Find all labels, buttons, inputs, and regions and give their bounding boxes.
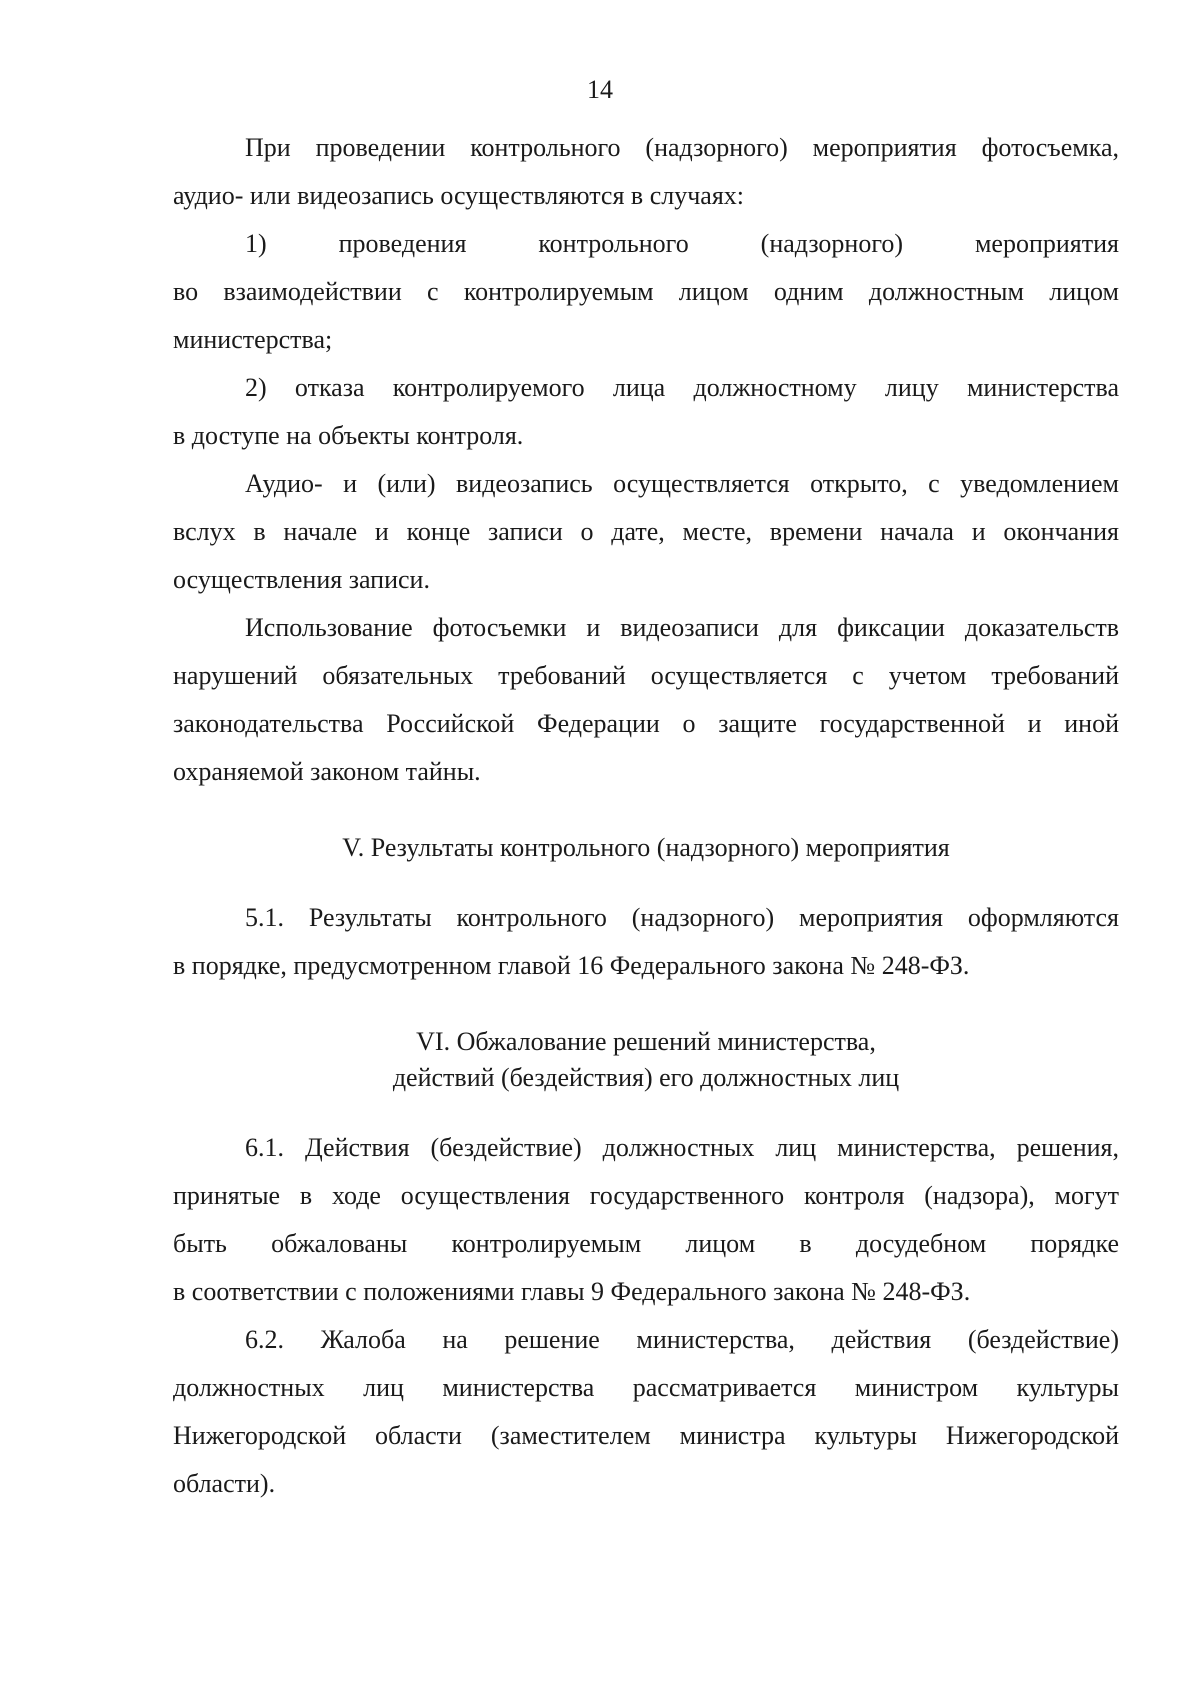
text-line: нарушений обязательных требований осуществляется с учетом требований xyxy=(173,661,1119,690)
text-line: 1) проведения контрольного (надзорного) мероприятия xyxy=(245,229,1119,258)
text-line: Нижегородской области (заместителем министра культуры Нижегородской xyxy=(173,1421,1119,1450)
text-line: При проведении контрольного (надзорного) мероприятия фотосъемка, xyxy=(245,133,1119,162)
section-5-heading: V. Результаты контрольного (надзорного) мероприятия xyxy=(342,833,950,862)
text-line: в порядке, предусмотренном главой 16 Федерального закона № 248-ФЗ. xyxy=(173,951,970,980)
text-line: должностных лиц министерства рассматривается министром культуры xyxy=(173,1373,1119,1402)
text-line: в доступе на объекты контроля. xyxy=(173,421,524,450)
text-line: охраняемой законом тайны. xyxy=(173,757,481,786)
text-line: быть обжалованы контролируемым лицом в досудебном порядке xyxy=(173,1229,1119,1258)
section-6-heading-line-2: действий (бездействия) его должностных лиц xyxy=(392,1063,900,1092)
text-line: министерства; xyxy=(173,325,333,354)
text-line: вслух в начале и конце записи о дате, месте, времени начала и окончания xyxy=(173,517,1119,546)
paragraph-evidence-use xyxy=(173,604,1119,796)
paragraph-6-2 xyxy=(173,1316,1119,1508)
text-line: Аудио- и (или) видеозапись осуществляется открыто, с уведомлением xyxy=(245,469,1119,498)
text-line: Использование фотосъемки и видеозаписи для фиксации доказательств xyxy=(245,613,1119,642)
text-line: 6.1. Действия (бездействие) должностных лиц министерства, решения, xyxy=(245,1133,1119,1162)
text-line: принятые в ходе осуществления государственного контроля (надзора), могут xyxy=(173,1181,1119,1210)
text-line: законодательства Российской Федерации о защите государственной и иной xyxy=(173,709,1119,738)
text-line: 6.2. Жалоба на решение министерства, действия (бездействие) xyxy=(245,1325,1119,1354)
document-body xyxy=(173,124,1119,1508)
page-number: 14 xyxy=(587,75,613,104)
paragraph-6-1 xyxy=(173,1124,1119,1316)
text-line: 5.1. Результаты контрольного (надзорного) мероприятия оформляются xyxy=(245,903,1119,932)
text-line: 2) отказа контролируемого лица должностному лицу министерства xyxy=(245,373,1119,402)
paragraph-recording-cases xyxy=(173,124,1119,220)
text-line: во взаимодействии с контролируемым лицом одним должностным лицом xyxy=(173,277,1119,306)
paragraph-case-1 xyxy=(173,220,1119,364)
paragraph-5-1 xyxy=(173,894,1119,990)
paragraph-open-recording xyxy=(173,460,1119,604)
text-line: области). xyxy=(173,1469,276,1498)
section-6-heading-line-1: VI. Обжалование решений министерства, xyxy=(416,1027,876,1056)
text-line: аудио- или видеозапись осуществляются в случаях: xyxy=(173,181,745,210)
paragraph-case-2 xyxy=(173,364,1119,460)
text-line: осуществления записи. xyxy=(173,565,430,594)
text-line: в соответствии с положениями главы 9 Федерального закона № 248-ФЗ. xyxy=(173,1277,971,1306)
